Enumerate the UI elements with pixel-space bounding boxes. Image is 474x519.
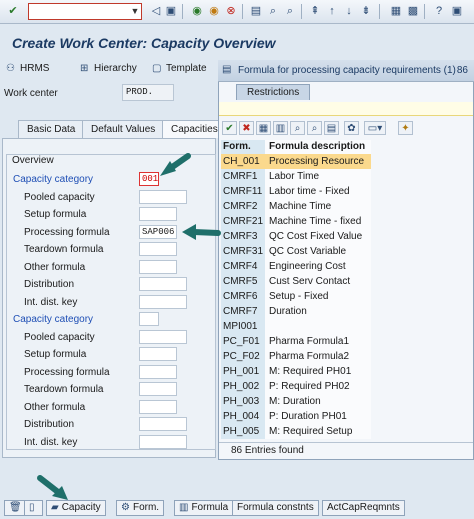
first-page-icon[interactable]: ⇞ [310, 5, 320, 17]
pooled-capacity-label-2: Pooled capacity [24, 332, 95, 343]
work-center-label: Work center [4, 88, 58, 99]
overview-title: Overview [12, 155, 54, 166]
hierarchy-icon: ⊞ [80, 63, 89, 74]
formula-description[interactable]: P: Required PH02 [265, 379, 371, 394]
processing-formula-field[interactable]: SAP006 [139, 225, 177, 239]
setup-formula-label: Setup formula [24, 209, 87, 220]
teardown-formula-label: Teardown formula [24, 244, 104, 255]
back-arrow-icon[interactable]: ◁ [151, 5, 161, 17]
trash-icon: 🗑 [9, 502, 22, 513]
formula-description[interactable]: Setup - Fixed [265, 289, 371, 304]
int-dist-key-label-2: Int. dist. key [24, 437, 78, 448]
capacity-category-label: Capacity category [13, 174, 94, 185]
formula-description[interactable]: Labor time - Fixed [265, 184, 371, 199]
formula-key[interactable]: PH_001 [221, 364, 265, 379]
processing-formula-label-2: Processing formula [24, 367, 110, 378]
print-icon[interactable]: ▤ [250, 5, 262, 17]
formula-key[interactable]: PH_004 [221, 409, 265, 424]
actcapreqmnts-label: ActCapReqmnts [327, 502, 400, 513]
formula-icon: ▥ [179, 502, 189, 513]
prev-page-icon[interactable]: ↑ [329, 5, 335, 17]
hrms-label: HRMS [20, 63, 50, 74]
filter-icon[interactable]: ▦ [256, 121, 271, 135]
help-icon[interactable]: ? [435, 5, 443, 17]
find-icon[interactable]: ⌕ [269, 5, 277, 17]
formula-constnts-label: Formula constnts [237, 502, 314, 513]
shortcut-icon[interactable]: ▩ [407, 5, 419, 17]
formula-key[interactable]: CMRF6 [221, 289, 265, 304]
formula-key[interactable]: CMRF3 [221, 229, 265, 244]
formula-description[interactable]: Processing Resource [265, 154, 371, 169]
arrow-to-capacity-category [160, 156, 188, 176]
back-icon[interactable]: ◉ [192, 5, 202, 17]
col-form-header[interactable]: Form. [221, 140, 265, 154]
settings-icon[interactable]: ✿ [344, 121, 359, 135]
formula-key[interactable]: CMRF5 [221, 274, 265, 289]
other-formula-label-2: Other formula [24, 402, 86, 413]
capacity-button-label: Capacity [61, 502, 101, 513]
formula-key[interactable]: PC_F02 [221, 349, 265, 364]
last-page-icon[interactable]: ⇟ [361, 5, 371, 17]
tab-restrictions[interactable]: Restrictions [236, 84, 310, 100]
formula-description[interactable]: M: Required PH01 [265, 364, 371, 379]
sort-icon[interactable]: ▥ [273, 121, 288, 135]
formula-description[interactable]: QC Cost Fixed Value [265, 229, 371, 244]
exit-icon[interactable]: ◉ [209, 5, 219, 17]
formula-key[interactable]: PH_002 [221, 379, 265, 394]
setup-formula-label-2: Setup formula [24, 349, 87, 360]
distribution-label-2: Distribution [24, 419, 75, 430]
form-icon: ⚙ [121, 502, 130, 513]
popup-title: Formula for processing capacity requirements (1) [238, 65, 456, 76]
formula-description[interactable]: Labor Time [265, 169, 371, 184]
capacity-category-field[interactable]: 001 [139, 172, 159, 186]
work-center-field: PROD. [122, 84, 174, 101]
hierarchy-label: Hierarchy [94, 63, 137, 74]
page-title: Create Work Center: Capacity Overview [12, 35, 276, 51]
personal-list-icon[interactable]: ✦ [398, 121, 413, 135]
pooled-capacity-label: Pooled capacity [24, 192, 95, 203]
formula-key[interactable]: PH_005 [221, 424, 265, 439]
formula-description[interactable]: QC Cost Variable [265, 244, 371, 259]
capacity-category-label-2: Capacity category [13, 314, 94, 325]
formula-key[interactable]: MPI001 [221, 319, 265, 334]
formula-key[interactable]: PC_F01 [221, 334, 265, 349]
new-session-icon[interactable]: ▦ [390, 5, 402, 17]
find-next-icon[interactable]: ⌕ [286, 5, 294, 17]
check-icon[interactable]: ✔ [222, 121, 237, 135]
formula-key[interactable]: CMRF31 [223, 246, 264, 257]
chevron-down-icon[interactable]: ▼ [130, 6, 140, 16]
formula-key[interactable]: CMRF1 [221, 169, 265, 184]
next-page-icon[interactable]: ↓ [346, 5, 352, 17]
other-formula-label: Other formula [24, 262, 86, 273]
arrow-to-capacity-button [40, 478, 68, 500]
formula-description[interactable]: Pharma Formula2 [265, 349, 371, 364]
capacity-icon: ▰ [51, 502, 59, 513]
teardown-formula-label-2: Teardown formula [24, 384, 104, 395]
formula-description[interactable]: Cust Serv Contact [265, 274, 371, 289]
template-label: Template [166, 63, 207, 74]
processing-formula-label: Processing formula [24, 227, 110, 238]
distribution-label: Distribution [24, 279, 75, 290]
formula-description[interactable]: Engineering Cost [265, 259, 371, 274]
col-desc-header[interactable]: Formula description [265, 140, 371, 154]
int-dist-key-label: Int. dist. key [24, 297, 78, 308]
find-next-icon[interactable]: ⌕ [307, 121, 322, 135]
formula-key[interactable]: CH_001 [221, 154, 265, 169]
formula-key[interactable]: CMRF11 [221, 184, 265, 199]
popup-window-icon: ▤ [222, 64, 232, 75]
formula-key[interactable]: CMRF21 [223, 216, 264, 227]
save-icon[interactable]: ▣ [165, 5, 177, 17]
form-button-label: Form. [132, 502, 160, 513]
find-icon[interactable]: ⌕ [290, 121, 305, 135]
formula-button-label: Formula [191, 502, 229, 513]
formula-key[interactable]: CMRF4 [221, 259, 265, 274]
tab-basic-data[interactable]: Basic Data [18, 120, 84, 138]
formula-description[interactable]: Machine Time - fixed [265, 214, 371, 229]
formula-description[interactable]: M: Duration [265, 394, 371, 409]
enter-icon[interactable]: ✔ [8, 5, 18, 17]
document-icon: ▯ [29, 502, 35, 513]
layout-icon[interactable]: ▣ [451, 5, 463, 17]
formula-key[interactable]: PH_003 [221, 394, 265, 409]
cancel-icon[interactable]: ✖ [239, 121, 254, 135]
template-icon: ▢ [152, 63, 162, 74]
print-icon[interactable]: ▭▾ [364, 121, 386, 135]
formula-key[interactable]: CMRF7 [221, 304, 265, 319]
popup-count-badge: 86 [456, 65, 468, 76]
formula-description[interactable]: Duration [265, 304, 371, 319]
formula-description[interactable]: M: Required Setup [265, 424, 371, 439]
formula-description[interactable]: P: Duration PH01 [265, 409, 371, 424]
hrms-icon: ⚇ [6, 63, 15, 74]
entries-footer: 86 Entries found [219, 442, 473, 458]
arrow-to-processing-formula [182, 224, 218, 240]
formula-description[interactable]: Pharma Formula1 [265, 334, 371, 349]
tab-capacities[interactable]: Capacities [162, 120, 227, 138]
formula-key[interactable]: CMRF2 [221, 199, 265, 214]
tab-default-values[interactable]: Default Values [82, 120, 164, 138]
columns-icon[interactable]: ▤ [324, 121, 339, 135]
cancel-icon[interactable]: ⊗ [226, 5, 236, 17]
formula-description[interactable]: Machine Time [265, 199, 371, 214]
